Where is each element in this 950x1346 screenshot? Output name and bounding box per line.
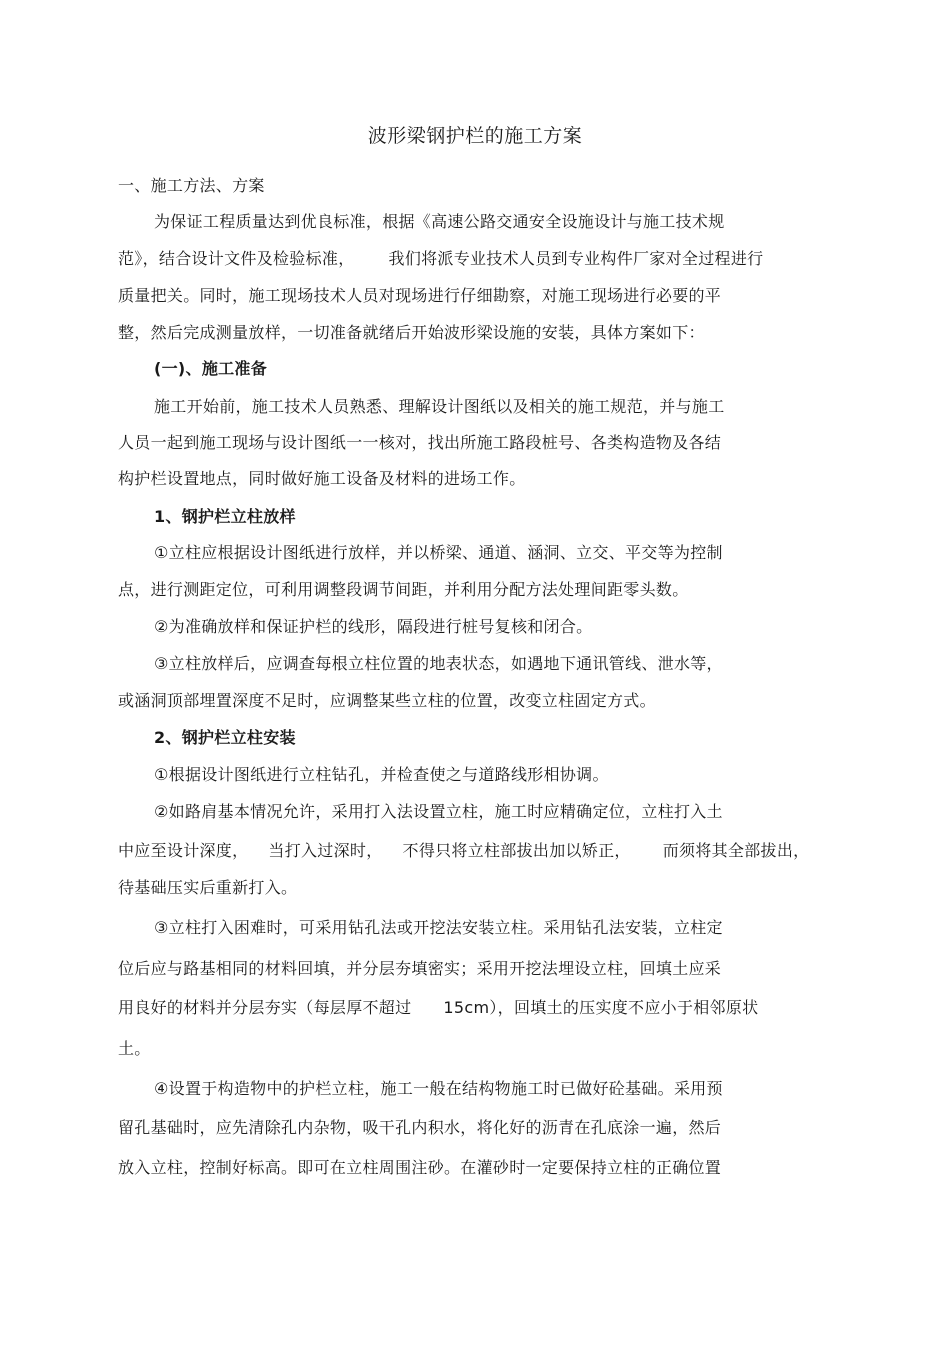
text-segment: 我们将派专业技术人员到专业构件厂家对全过程进行	[388, 249, 764, 268]
paragraph-line: 构护栏设置地点，同时做好施工设备及材料的进场工作。	[118, 469, 526, 488]
document-title: 波形梁钢护栏的施工方案	[367, 125, 583, 147]
paragraph-line: 或涵洞顶部埋置深度不足时，应调整某些立柱的位置，改变立柱固定方式。	[118, 691, 656, 710]
text-segment: 中应至设计深度，	[118, 841, 249, 860]
text-segment: 当打入过深时，	[268, 841, 383, 860]
paragraph-line: 整，然后完成测量放样，一切准备就绪后开始波形梁设施的安装，具体方案如下：	[118, 323, 705, 342]
text-segment: 用良好的材料并分层夯实（每层厚不超过	[118, 998, 412, 1017]
paragraph-line: 质量把关。同时，施工现场技术人员对现场进行仔细勘察，对施工现场进行必要的平	[118, 286, 722, 305]
text-segment: 范》，结合设计文件及检验标准，	[118, 249, 355, 268]
paragraph-line: ②为准确放样和保证护栏的线形，隔段进行桩号复核和闭合。	[154, 617, 593, 636]
item-heading: 2、钢护栏立柱安装	[154, 728, 296, 747]
paragraph-line	[118, 997, 758, 1019]
text-segment: 而须将其全部拔出，	[662, 841, 810, 860]
paragraph-line: 点，进行测距定位，可利用调整段调节间距，并利用分配方法处理间距零头数。	[118, 580, 689, 599]
paragraph-line: ③立柱打入困难时，可采用钻孔法或开挖法安装立柱。采用钻孔法安装，立柱定	[154, 918, 723, 937]
paragraph-line	[118, 248, 763, 270]
paragraph-line: 土。	[118, 1039, 151, 1058]
subsection-heading: (一)、施工准备	[154, 359, 268, 378]
paragraph-line: 待基础压实后重新打入。	[118, 878, 298, 897]
paragraph-line: 留孔基础时，应先清除孔内杂物，吸干孔内积水，将化好的沥青在孔底涂一遍，然后	[118, 1118, 722, 1137]
paragraph-line: 施工开始前，施工技术人员熟悉、理解设计图纸以及相关的施工规范，并与施工	[154, 397, 725, 416]
paragraph-line: 放入立柱，控制好标高。即可在立柱周围注砂。在灌砂时一定要保持立柱的正确位置	[118, 1158, 722, 1177]
text-segment: 15cm），回填土的压实度不应小于相邻原状	[443, 998, 759, 1017]
paragraph-line: ④设置于构造物中的护栏立柱，施工一般在结构物施工时已做好砼基础。采用预	[154, 1079, 723, 1098]
paragraph-line: ③立柱放样后，应调查每根立柱位置的地表状态，如遇地下通讯管线、泄水等，	[154, 654, 723, 673]
paragraph-line: 为保证工程质量达到优良标准，根据《高速公路交通安全设施设计与施工技术规	[154, 212, 725, 231]
paragraph-line: 人员一起到施工现场与设计图纸一一核对，找出所施工路段桩号、各类构造物及各结	[118, 433, 722, 452]
section-heading: 一、施工方法、方案	[118, 176, 265, 195]
paragraph-line: 位后应与路基相同的材料回填，并分层夯填密实；采用开挖法埋设立柱，回填土应采	[118, 959, 722, 978]
paragraph-line	[118, 840, 809, 862]
text-segment: 不得只将立柱部拔出加以矫正，	[402, 841, 631, 860]
paragraph-line: ①立柱应根据设计图纸进行放样，并以桥梁、通道、涵洞、立交、平交等为控制	[154, 543, 723, 562]
paragraph-line: ②如路肩基本情况允许，采用打入法设置立柱，施工时应精确定位，立柱打入土	[154, 802, 723, 821]
paragraph-line: ①根据设计图纸进行立柱钻孔，并检查使之与道路线形相协调。	[154, 765, 609, 784]
item-heading: 1、钢护栏立柱放样	[154, 507, 296, 526]
